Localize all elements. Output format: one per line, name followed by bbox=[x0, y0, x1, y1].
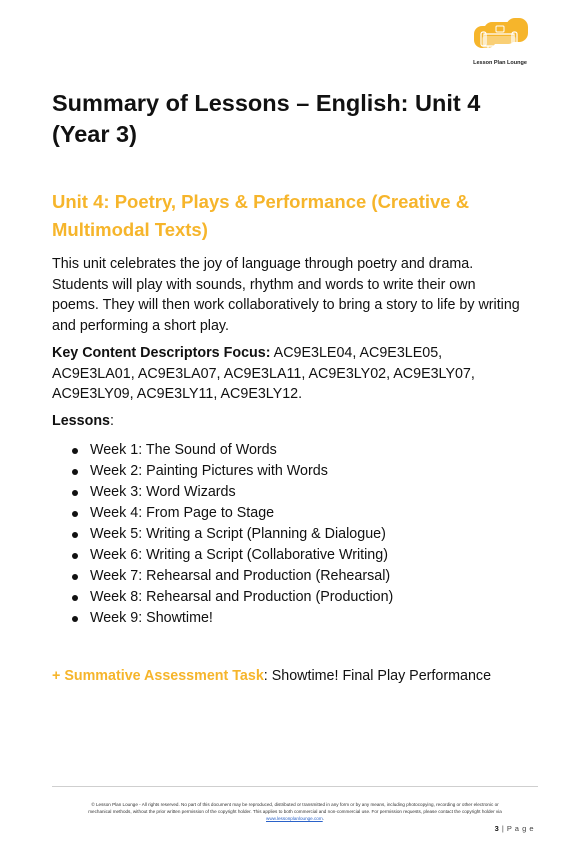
list-item bbox=[52, 461, 522, 482]
list-item bbox=[52, 545, 522, 566]
bullet-icon bbox=[72, 553, 78, 559]
list-item bbox=[52, 524, 522, 545]
bullet-icon bbox=[72, 595, 78, 601]
kcd-codes: AC9E3LE04, AC9E3LE05, AC9E3LA01, AC9E3LA07, AC9E3LA11, AC9E3LY02, AC9E3LY07, AC9E3LY09, AC9E3LY11, AC9E3LY12. bbox=[52, 345, 475, 402]
bullet-icon bbox=[72, 532, 78, 538]
list-item bbox=[52, 503, 522, 524]
copyright-line-1: © Lesson Plan Lounge - All rights reserved. No part of this document may be reproduced, distributed or transmitted in any form or by any means, including photocopying, recording or other electronic or bbox=[91, 802, 499, 807]
bullet-icon bbox=[72, 574, 78, 580]
unit-heading: Unit 4: Poetry, Plays & Performance (Creative & Multimodal Texts) bbox=[52, 191, 470, 240]
lesson-list bbox=[52, 440, 522, 629]
list-item bbox=[52, 566, 522, 587]
lesson-label: Week 7: Rehearsal and Production (Rehearsal) bbox=[90, 568, 391, 584]
page-number bbox=[495, 824, 534, 833]
lessons-label: Lessons bbox=[52, 413, 111, 429]
footer-divider bbox=[52, 786, 538, 787]
assessment-label: + Summative Assessment Task bbox=[52, 668, 264, 684]
list-item bbox=[52, 440, 522, 461]
bullet-icon bbox=[72, 616, 78, 622]
page-number-value: 3 bbox=[494, 824, 500, 833]
page-separator: | bbox=[499, 824, 507, 833]
lesson-label: Week 4: From Page to Stage bbox=[90, 505, 275, 521]
lesson-label: Week 1: The Sound of Words bbox=[90, 442, 277, 458]
copyright-notice bbox=[52, 801, 538, 822]
key-content-descriptors bbox=[52, 343, 522, 405]
list-item bbox=[52, 587, 522, 608]
bullet-icon bbox=[72, 448, 78, 454]
lesson-label: Week 5: Writing a Script (Planning & Dialogue) bbox=[90, 526, 386, 542]
website-link[interactable]: www.lessonplanlounge.com bbox=[266, 816, 323, 821]
page-label: P a g e bbox=[506, 824, 534, 833]
copyright-line-3 bbox=[52, 815, 538, 822]
kcd-label: Key Content Descriptors Focus: bbox=[52, 345, 271, 361]
copyright-line-2: mechanical methods, without the prior written permission of the copyright holder. This applies to both commercial and non-commercial use. For permission requests, please contact the copyright holder via bbox=[88, 809, 502, 814]
lesson-label: Week 6: Writing a Script (Collaborative Writing) bbox=[90, 547, 388, 563]
lesson-label: Week 9: Showtime! bbox=[90, 610, 213, 626]
lesson-label: Week 2: Painting Pictures with Words bbox=[90, 463, 328, 479]
bullet-icon bbox=[72, 469, 78, 475]
list-item bbox=[52, 482, 522, 503]
page-title: Summary of Lessons – English: Unit 4 (Year 3) bbox=[52, 90, 481, 147]
lessons-heading bbox=[52, 411, 114, 431]
assessment-value: : Showtime! Final Play Performance bbox=[263, 668, 492, 684]
lesson-label: Week 3: Word Wizards bbox=[90, 484, 236, 500]
list-item bbox=[52, 608, 522, 629]
lounge-sofa-icon bbox=[468, 16, 532, 62]
lesson-label: Week 8: Rehearsal and Production (Production) bbox=[90, 589, 394, 605]
bullet-icon bbox=[72, 511, 78, 517]
logo bbox=[468, 16, 532, 72]
lessons-colon: : bbox=[110, 413, 114, 429]
link-suffix: . bbox=[322, 816, 324, 821]
summative-assessment bbox=[52, 666, 532, 686]
logo-text: Lesson Plan Lounge bbox=[473, 60, 527, 66]
unit-description: This unit celebrates the joy of language through poetry and drama. Students will play with sounds, rhythm and words to write their own poems. They will then work collaboratively to bring a story to life by writing and performing a short play. bbox=[52, 256, 520, 334]
bullet-icon bbox=[72, 490, 78, 496]
